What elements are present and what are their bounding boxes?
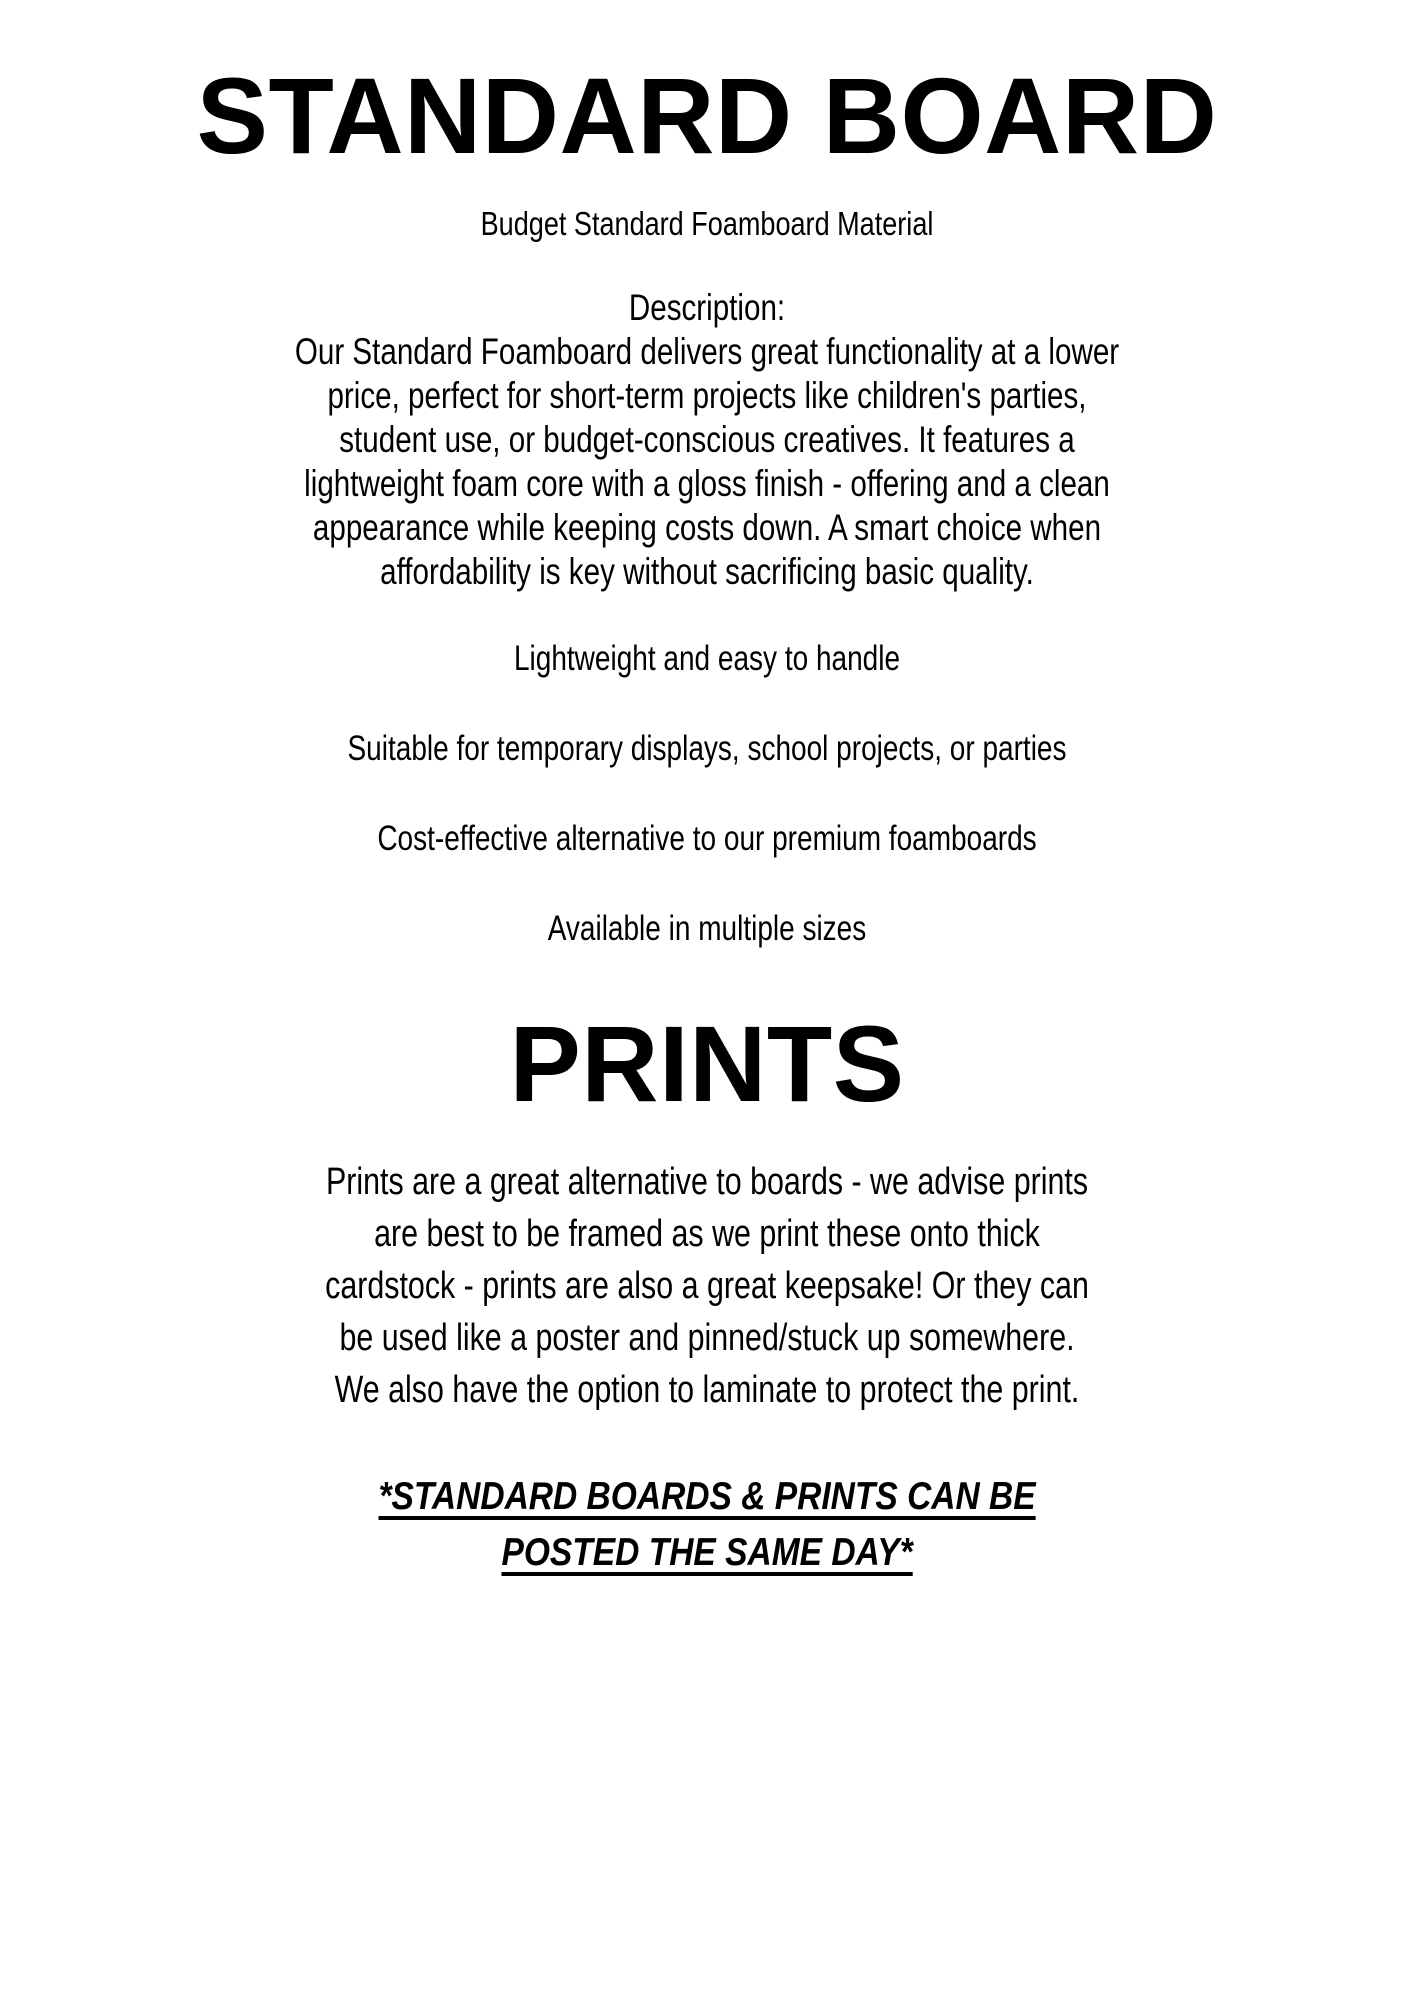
description-line: student use, or budget-conscious creatives. It features a — [339, 418, 1075, 460]
prints-title: PRINTS — [509, 1002, 905, 1124]
page-subtitle: Budget Standard Foamboard Material — [480, 205, 934, 242]
feature-item: Lightweight and easy to handle — [513, 638, 901, 678]
prints-line: Prints are a great alternative to boards - we advise prints — [325, 1160, 1089, 1203]
description-line: price, perfect for short-term projects like children's parties, — [327, 374, 1087, 416]
description-line: lightweight foam core with a gloss finish - offering and a clean — [304, 462, 1110, 504]
shipping-notice-line-1: *STANDARD BOARDS & PRINTS CAN BE — [378, 1474, 1036, 1518]
shipping-notice-line-2: POSTED THE SAME DAY* — [501, 1530, 913, 1574]
prints-line: are best to be framed as we print these onto thick — [374, 1212, 1040, 1255]
feature-item: Cost-effective alternative to our premium foamboards — [377, 818, 1037, 858]
shipping-notice — [0, 1416, 1414, 1580]
prints-line: We also have the option to laminate to protect the print. — [334, 1368, 1080, 1411]
description-line: Our Standard Foamboard delivers great functionality at a lower — [294, 330, 1120, 372]
feature-item: Available in multiple sizes — [547, 908, 867, 948]
prints-line: be used like a poster and pinned/stuck up somewhere. — [339, 1316, 1075, 1359]
prints-section — [157, 1118, 1257, 1416]
description-section — [157, 244, 1257, 594]
description-line: appearance while keeping costs down. A smart choice when — [312, 506, 1102, 548]
prints-line: cardstock - prints are also a great keepsake! Or they can — [325, 1264, 1089, 1307]
description-heading: Description: — [628, 286, 786, 328]
description-line: affordability is key without sacrificing basic quality. — [380, 550, 1034, 592]
feature-item: Suitable for temporary displays, school projects, or parties — [347, 728, 1067, 768]
page-title: STANDARD BOARD — [196, 55, 1218, 176]
features-section — [157, 594, 1257, 950]
